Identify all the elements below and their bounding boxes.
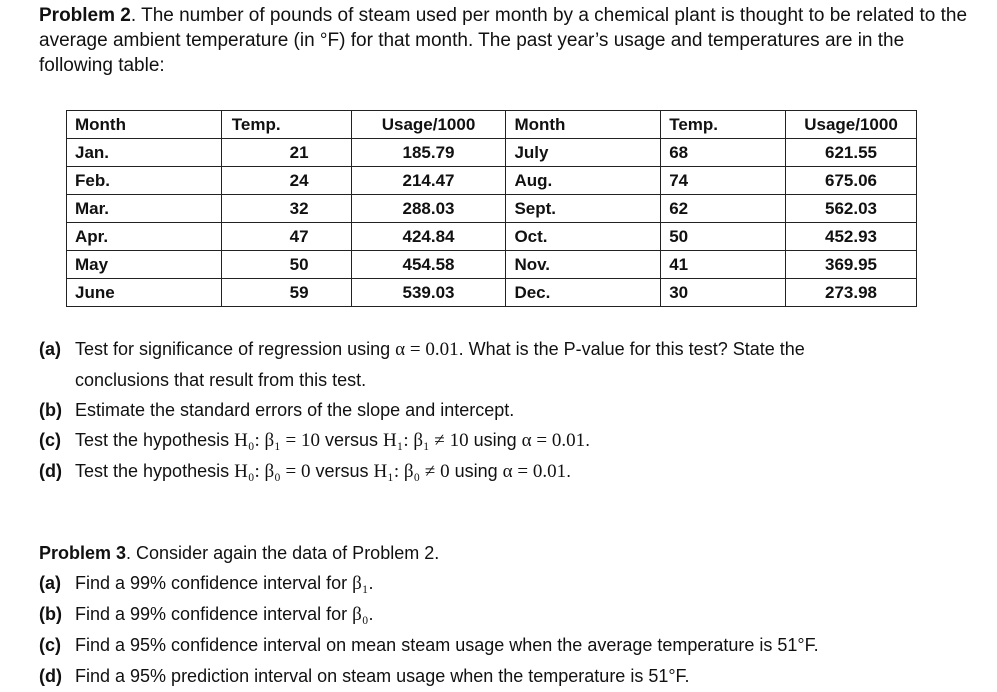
cell-usage-2: 675.06 xyxy=(786,167,917,195)
cell-temp: 21 xyxy=(221,139,351,167)
cell-usage: 185.79 xyxy=(351,139,506,167)
part-label: (b) xyxy=(39,400,62,420)
cell-temp-2: 74 xyxy=(661,167,786,195)
problem-3 xyxy=(39,538,969,692)
math-expression: α = 0.01 xyxy=(395,339,459,360)
part-label: (c) xyxy=(39,635,61,655)
part-text: Find a 95% confidence interval on mean steam usage when the average temperature is 51°F. xyxy=(75,635,819,655)
cell-usage-2: 273.98 xyxy=(786,279,917,307)
cell-temp: 32 xyxy=(221,195,351,223)
cell-temp: 50 xyxy=(221,251,351,279)
math-expression: H₁: β₀ ≠ 0 xyxy=(373,461,450,482)
math-expression: β₁ xyxy=(352,573,369,594)
part-text: Find a 95% prediction interval on steam usage when the temperature is 51°F. xyxy=(75,666,690,686)
problem-3-part xyxy=(39,630,969,661)
cell-month: Feb. xyxy=(67,167,222,195)
problem-3-part xyxy=(39,661,969,692)
header-temp: Temp. xyxy=(221,111,351,139)
cell-usage: 424.84 xyxy=(351,223,506,251)
cell-usage-2: 369.95 xyxy=(786,251,917,279)
table-row xyxy=(67,195,917,223)
cell-month-2: Aug. xyxy=(506,167,661,195)
cell-temp-2: 68 xyxy=(661,139,786,167)
cell-usage-2: 621.55 xyxy=(786,139,917,167)
table-row xyxy=(67,167,917,195)
cell-usage: 539.03 xyxy=(351,279,506,307)
cell-temp-2: 41 xyxy=(661,251,786,279)
part-text: Find a 99% confidence interval for β₀. xyxy=(75,604,374,625)
cell-month: Jan. xyxy=(67,139,222,167)
part-b xyxy=(39,395,969,425)
header-usage-2: Usage/1000 xyxy=(786,111,917,139)
part-label: (a) xyxy=(39,339,61,359)
problem-2-intro xyxy=(39,3,979,78)
cell-usage-2: 452.93 xyxy=(786,223,917,251)
part-a xyxy=(39,334,969,395)
problem-3-part xyxy=(39,568,969,599)
part-text: Test the hypothesis H₀: β₀ = 0 versus H₁: β₀ ≠ 0 using α = 0.01. xyxy=(75,461,572,482)
cell-month: Apr. xyxy=(67,223,222,251)
cell-usage: 454.58 xyxy=(351,251,506,279)
math-expression: H₁: β₁ ≠ 10 xyxy=(383,430,469,451)
cell-month: June xyxy=(67,279,222,307)
cell-usage-2: 562.03 xyxy=(786,195,917,223)
part-text: Estimate the standard errors of the slope and intercept. xyxy=(75,400,515,420)
table-row xyxy=(67,279,917,307)
part-text: Find a 99% confidence interval for β₁. xyxy=(75,573,374,594)
math-expression: α = 0.01 xyxy=(521,430,586,451)
cell-temp-2: 30 xyxy=(661,279,786,307)
cell-temp: 59 xyxy=(221,279,351,307)
cell-temp-2: 50 xyxy=(661,223,786,251)
problem-3-part xyxy=(39,599,969,630)
problem-3-intro: Problem 3. Consider again the data of Problem 2. xyxy=(39,543,440,563)
part-label: (d) xyxy=(39,461,62,481)
problem-2-label: Problem 2 xyxy=(39,5,131,26)
header-usage: Usage/1000 xyxy=(351,111,506,139)
table-row xyxy=(67,251,917,279)
cell-month: May xyxy=(67,251,222,279)
part-c xyxy=(39,425,969,456)
cell-temp-2: 62 xyxy=(661,195,786,223)
math-expression: H₀: β₁ = 10 xyxy=(234,430,320,451)
steam-usage-table xyxy=(66,110,917,307)
part-text: Test for significance of regression using α = 0.01. What is the P-value for this test? State the conclusions that result from this test. xyxy=(75,339,805,390)
header-month-2: Month xyxy=(506,111,661,139)
part-label: (d) xyxy=(39,666,62,686)
table-header-row xyxy=(67,111,917,139)
cell-month-2: Oct. xyxy=(506,223,661,251)
header-temp-2: Temp. xyxy=(661,111,786,139)
cell-month-2: Sept. xyxy=(506,195,661,223)
cell-month-2: Nov. xyxy=(506,251,661,279)
problem-3-label: Problem 3 xyxy=(39,543,127,563)
cell-temp: 24 xyxy=(221,167,351,195)
table-row xyxy=(67,223,917,251)
part-label: (c) xyxy=(39,430,61,450)
cell-usage: 288.03 xyxy=(351,195,506,223)
math-expression: α = 0.01 xyxy=(502,461,567,482)
cell-month-2: Dec. xyxy=(506,279,661,307)
cell-month: Mar. xyxy=(67,195,222,223)
math-expression: β₀ xyxy=(352,604,369,625)
cell-usage: 214.47 xyxy=(351,167,506,195)
part-label: (b) xyxy=(39,604,62,624)
problem-2-text: . The number of pounds of steam used per month by a chemical plant is thought to be related to the average ambient temperature (in °F) for that month. The past year’s usage and temperatures are in the following table: xyxy=(39,5,968,76)
cell-month-2: July xyxy=(506,139,661,167)
table-row xyxy=(67,139,917,167)
part-text: Test the hypothesis H₀: β₁ = 10 versus H₁: β₁ ≠ 10 using α = 0.01. xyxy=(75,430,591,451)
part-label: (a) xyxy=(39,573,61,593)
cell-temp: 47 xyxy=(221,223,351,251)
part-d xyxy=(39,456,969,487)
problem-2-parts xyxy=(39,334,969,487)
header-month: Month xyxy=(67,111,222,139)
math-expression: H₀: β₀ = 0 xyxy=(234,461,311,482)
